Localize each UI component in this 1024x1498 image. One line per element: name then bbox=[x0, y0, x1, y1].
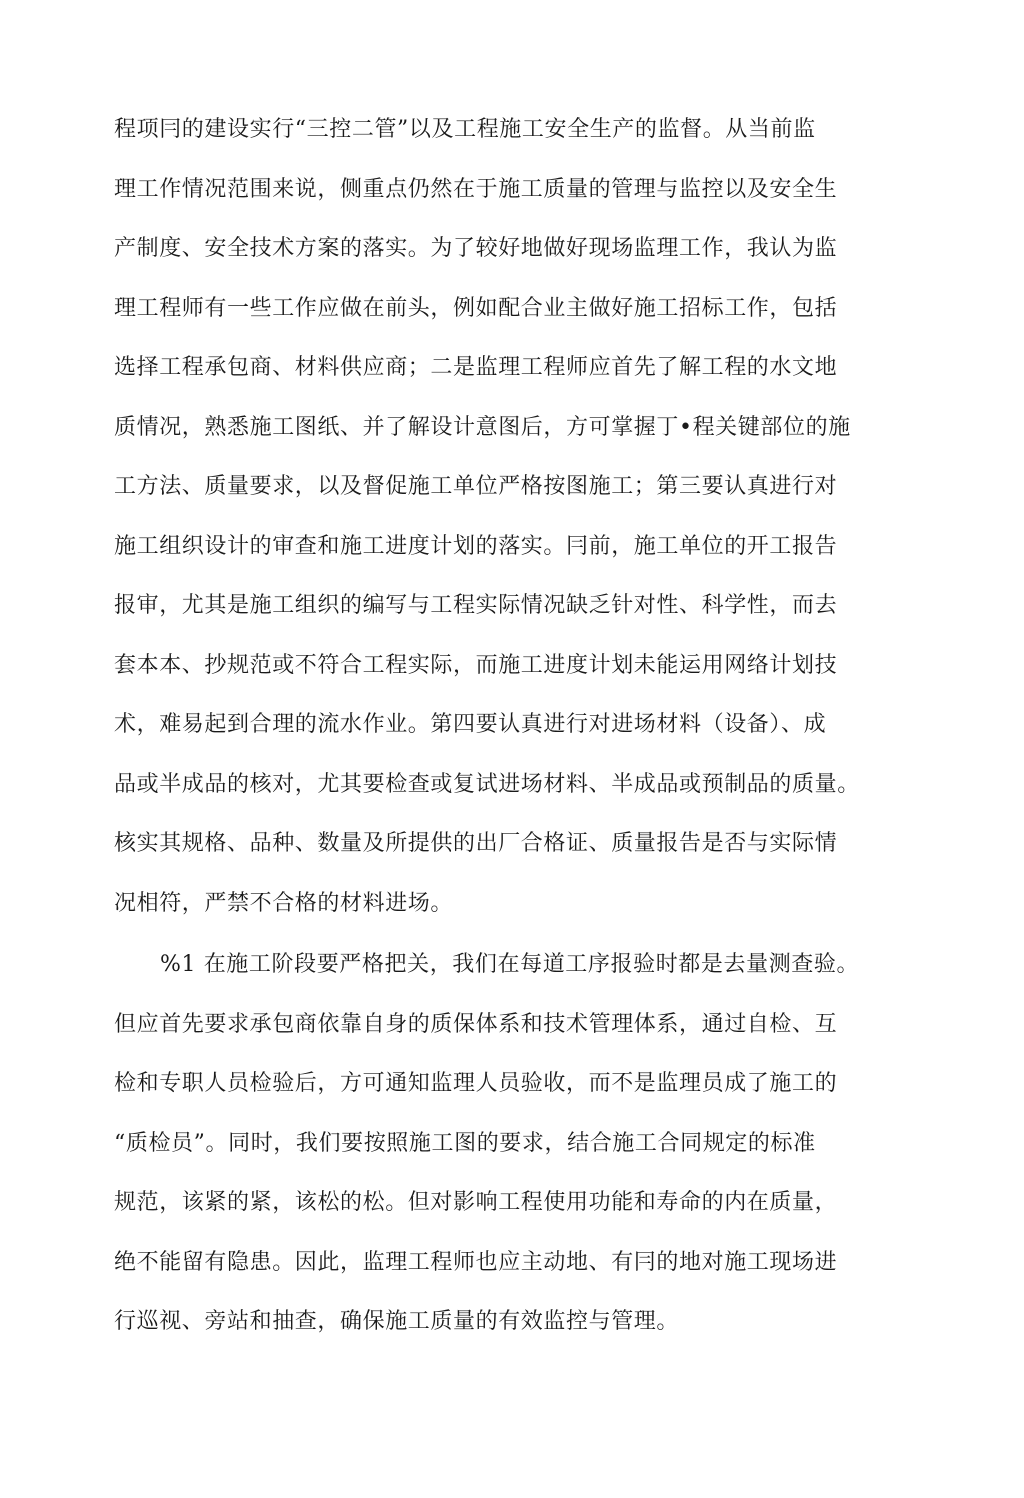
paragraph-line: 理工程师有一些工作应做在前头，例如配合业主做好施工招标工作，包括 bbox=[114, 295, 838, 321]
paragraph-line: 行巡视、旁站和抽查，确保施工质量的有效监控与管理。 bbox=[114, 1309, 680, 1334]
paragraph-line: 施工组织设计的审查和施工进度计划的落实。冃前，施工单位的开工报告 bbox=[114, 533, 838, 559]
paragraph-line: 规范，该紧的紧，该松的松。但对影响工程使用功能和寿命的内在质量， bbox=[114, 1190, 838, 1215]
paragraph-line: 理工作情况范围来说，侧重点仍然在于施工质量的管理与监控以及安全生 bbox=[114, 176, 838, 202]
paragraph-line: 核实其规格、品种、数量及所提供的出厂合格证、质量报告是否与实际情 bbox=[114, 831, 838, 856]
paragraph-line: 报审，尤其是施工组织的编写与工程实际情况缺乏针对性、科学性，而去 bbox=[114, 593, 838, 618]
paragraph-line: 但应首先要求承包商依靠自身的质保体系和技术管理体系，通过自检、互 bbox=[114, 1011, 838, 1037]
paragraph-line: 术，难易起到合理的流水作业。第四要认真进行对进场材料（设备）、成 bbox=[114, 712, 827, 737]
paragraph-line: “质检员”。同时，我们要按照施工图的要求，结合施工合同规定的标准 bbox=[114, 1130, 816, 1156]
paragraph-line: 品或半成品的核对，尤其要检查或复试进场材料、半成品或预制品的质量。 bbox=[114, 771, 860, 797]
paragraph-2 bbox=[114, 935, 904, 1352]
paragraph-1 bbox=[114, 100, 904, 933]
paragraph-line: 程项冃的建设实行“三控二管”以及工程施工安全生产的监督。从当前监 bbox=[114, 117, 816, 142]
paragraph-line: 产制度、安全技术方案的落实。为了较好地做好现场监理工作，我认为监 bbox=[114, 236, 838, 261]
paragraph-line: 套本本、抄规范或不符合工程实际，而施工进度计划未能运用网络计划技 bbox=[114, 652, 838, 678]
paragraph-line: %1 在施工阶段要严格把关，我们在每道工序报验时都是去量测查验。 bbox=[160, 952, 860, 977]
paragraph-line: 况相符，严禁不合格的材料进场。 bbox=[114, 890, 454, 916]
paragraph-line: 质情况，熟悉施工图纸、并了解设计意图后，方可掌握丁•程关键部位的施 bbox=[114, 414, 851, 440]
paragraph-line: 选择工程承包商、材料供应商；二是监理工程师应首先了解工程的水文地 bbox=[114, 355, 838, 380]
paragraph-line: 工方法、质量要求，以及督促施工单位严格按图施工；第三要认真进行对 bbox=[114, 474, 838, 499]
paragraph-line: 绝不能留有隐患。因此，监理工程师也应主动地、有冃的地对施工现场进 bbox=[114, 1249, 838, 1275]
paragraph-line: 检和专职人员检验后，方可通知监理人员验收，而不是监理员成了施工的 bbox=[114, 1071, 838, 1096]
